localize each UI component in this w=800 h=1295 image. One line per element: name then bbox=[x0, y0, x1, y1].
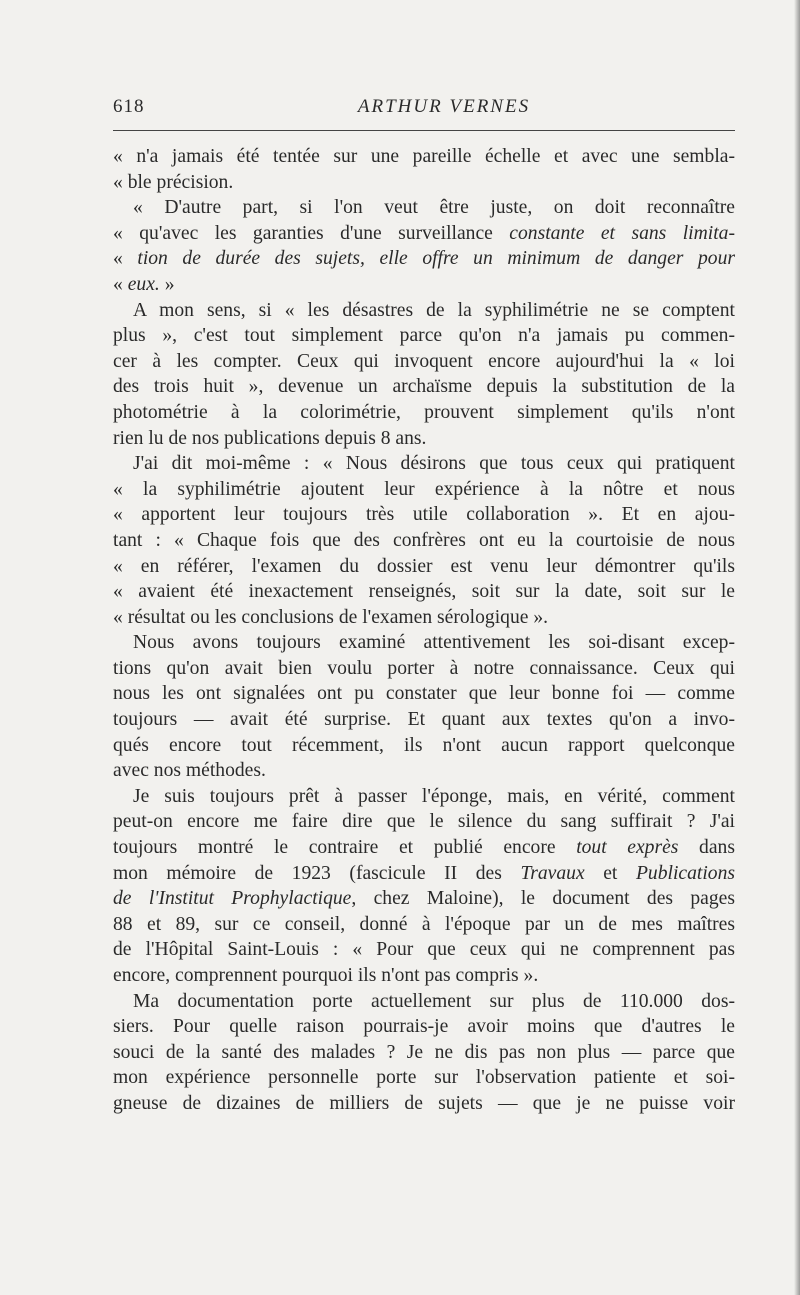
header-rule bbox=[113, 130, 735, 131]
text-line: toujours — avait été surprise. Et quant aux textes qu'on a invo- bbox=[113, 709, 735, 731]
body-text bbox=[113, 144, 735, 1117]
text-line: « D'autre part, si l'on veut être juste, on doit reconnaître bbox=[133, 197, 735, 219]
text-line: de l'Hôpital Saint-Louis : « Pour que ceux qui ne comprennent pas bbox=[113, 939, 735, 961]
text-line: tant : « Chaque fois que des confrères ont eu la courtoisie de nous bbox=[113, 529, 735, 551]
italic-span: tout exprès bbox=[576, 837, 679, 859]
italic-span: eux. bbox=[127, 273, 160, 295]
page-edge-shadow bbox=[794, 0, 800, 1295]
text-line: des trois huit », devenue un archaïsme depuis la substitution de la bbox=[113, 376, 735, 398]
text-line: avec nos méthodes. bbox=[113, 760, 266, 782]
text-line: Ma documentation porte actuellement sur plus de 110.000 dos- bbox=[133, 990, 735, 1012]
text-span: « qu'avec les garanties d'une surveillance bbox=[113, 222, 510, 244]
text-line bbox=[113, 246, 735, 272]
text-line: mon expérience personnelle porte sur l'observation patiente et soi- bbox=[113, 1067, 735, 1089]
italic-span: constante et sans limita- bbox=[509, 222, 735, 244]
text-line: « avaient été inexactement renseignés, soit sur la date, soit sur le bbox=[113, 581, 735, 603]
text-span: et bbox=[584, 862, 636, 884]
text-line: rien lu de nos publications depuis 8 ans. bbox=[113, 427, 427, 449]
text-line: « ble précision. bbox=[113, 171, 234, 193]
text-line: Je suis toujours prêt à passer l'éponge, mais, en vérité, comment bbox=[133, 785, 735, 807]
text-line: plus », c'est tout simplement parce qu'on n'a jamais pu commen- bbox=[113, 325, 735, 347]
page-header bbox=[113, 96, 735, 122]
italic-span: Publications bbox=[635, 862, 736, 884]
running-title: ARTHUR VERNES bbox=[357, 96, 531, 117]
text-line: nous les ont signalées ont pu constater que leur bonne foi — comme bbox=[113, 683, 735, 705]
text-line bbox=[113, 272, 735, 298]
text-line: Nous avons toujours examiné attentivement les soi-disant excep- bbox=[133, 632, 735, 654]
text-span: , chez Maloine), le document des pages bbox=[351, 888, 735, 910]
text-span: « bbox=[113, 248, 138, 270]
text-line: siers. Pour quelle raison pourrais-je avoir moins que d'autres le bbox=[113, 1016, 735, 1038]
text-line bbox=[113, 886, 735, 912]
text-line: photométrie à la colorimétrie, prouvent simplement qu'ils n'ont bbox=[113, 401, 735, 423]
text-line: A mon sens, si « les désastres de la syphilimétrie ne se comptent bbox=[133, 299, 735, 321]
text-line: 88 et 89, sur ce conseil, donné à l'époque par un de mes maîtres bbox=[113, 913, 735, 935]
text-line: peut-on encore me faire dire que le silence du sang suffirait ? J'ai bbox=[113, 811, 735, 833]
text-line: « apportent leur toujours très utile collaboration ». Et en ajou- bbox=[113, 504, 735, 526]
text-line: « résultat ou les conclusions de l'examen sérologique ». bbox=[113, 606, 549, 628]
text-line: encore, comprennent pourquoi ils n'ont pas compris ». bbox=[113, 965, 539, 986]
italic-span: de l'Institut Prophylactique bbox=[113, 888, 352, 910]
text-span: mon mémoire de 1923 (fascicule II des bbox=[113, 862, 521, 884]
page-number: 618 bbox=[113, 96, 145, 117]
text-span: « bbox=[113, 273, 128, 295]
text-line bbox=[113, 835, 735, 861]
text-line: qués encore tout récemment, ils n'ont aucun rapport quelconque bbox=[113, 734, 735, 756]
text-line: gneuse de dizaines de milliers de sujets — que je ne puisse voir bbox=[113, 1092, 735, 1114]
text-line: souci de la santé des malades ? Je ne dis pas non plus — parce que bbox=[113, 1041, 735, 1063]
text-line: J'ai dit moi-même : « Nous désirons que tous ceux qui pratiquent bbox=[133, 453, 735, 475]
text-line: cer à les compter. Ceux qui invoquent encore aujourd'hui la « loi bbox=[113, 350, 735, 372]
text-span: toujours montré le contraire et publié encore bbox=[113, 837, 577, 859]
italic-span: tion de durée des sujets, elle offre un minimum de danger pour bbox=[137, 248, 735, 270]
text-span: dans bbox=[678, 837, 735, 859]
text-line: « en référer, l'examen du dossier est venu leur démontrer qu'ils bbox=[113, 555, 735, 577]
text-line bbox=[113, 861, 735, 887]
text-span: » bbox=[159, 273, 175, 295]
text-line: « la syphilimétrie ajoutent leur expérience à la nôtre et nous bbox=[113, 478, 735, 500]
text-line bbox=[113, 221, 735, 247]
italic-span: Travaux bbox=[520, 862, 585, 884]
text-line: « n'a jamais été tentée sur une pareille échelle et avec une sembla- bbox=[113, 146, 735, 167]
text-line: tions qu'on avait bien voulu porter à notre connaissance. Ceux qui bbox=[113, 657, 735, 679]
